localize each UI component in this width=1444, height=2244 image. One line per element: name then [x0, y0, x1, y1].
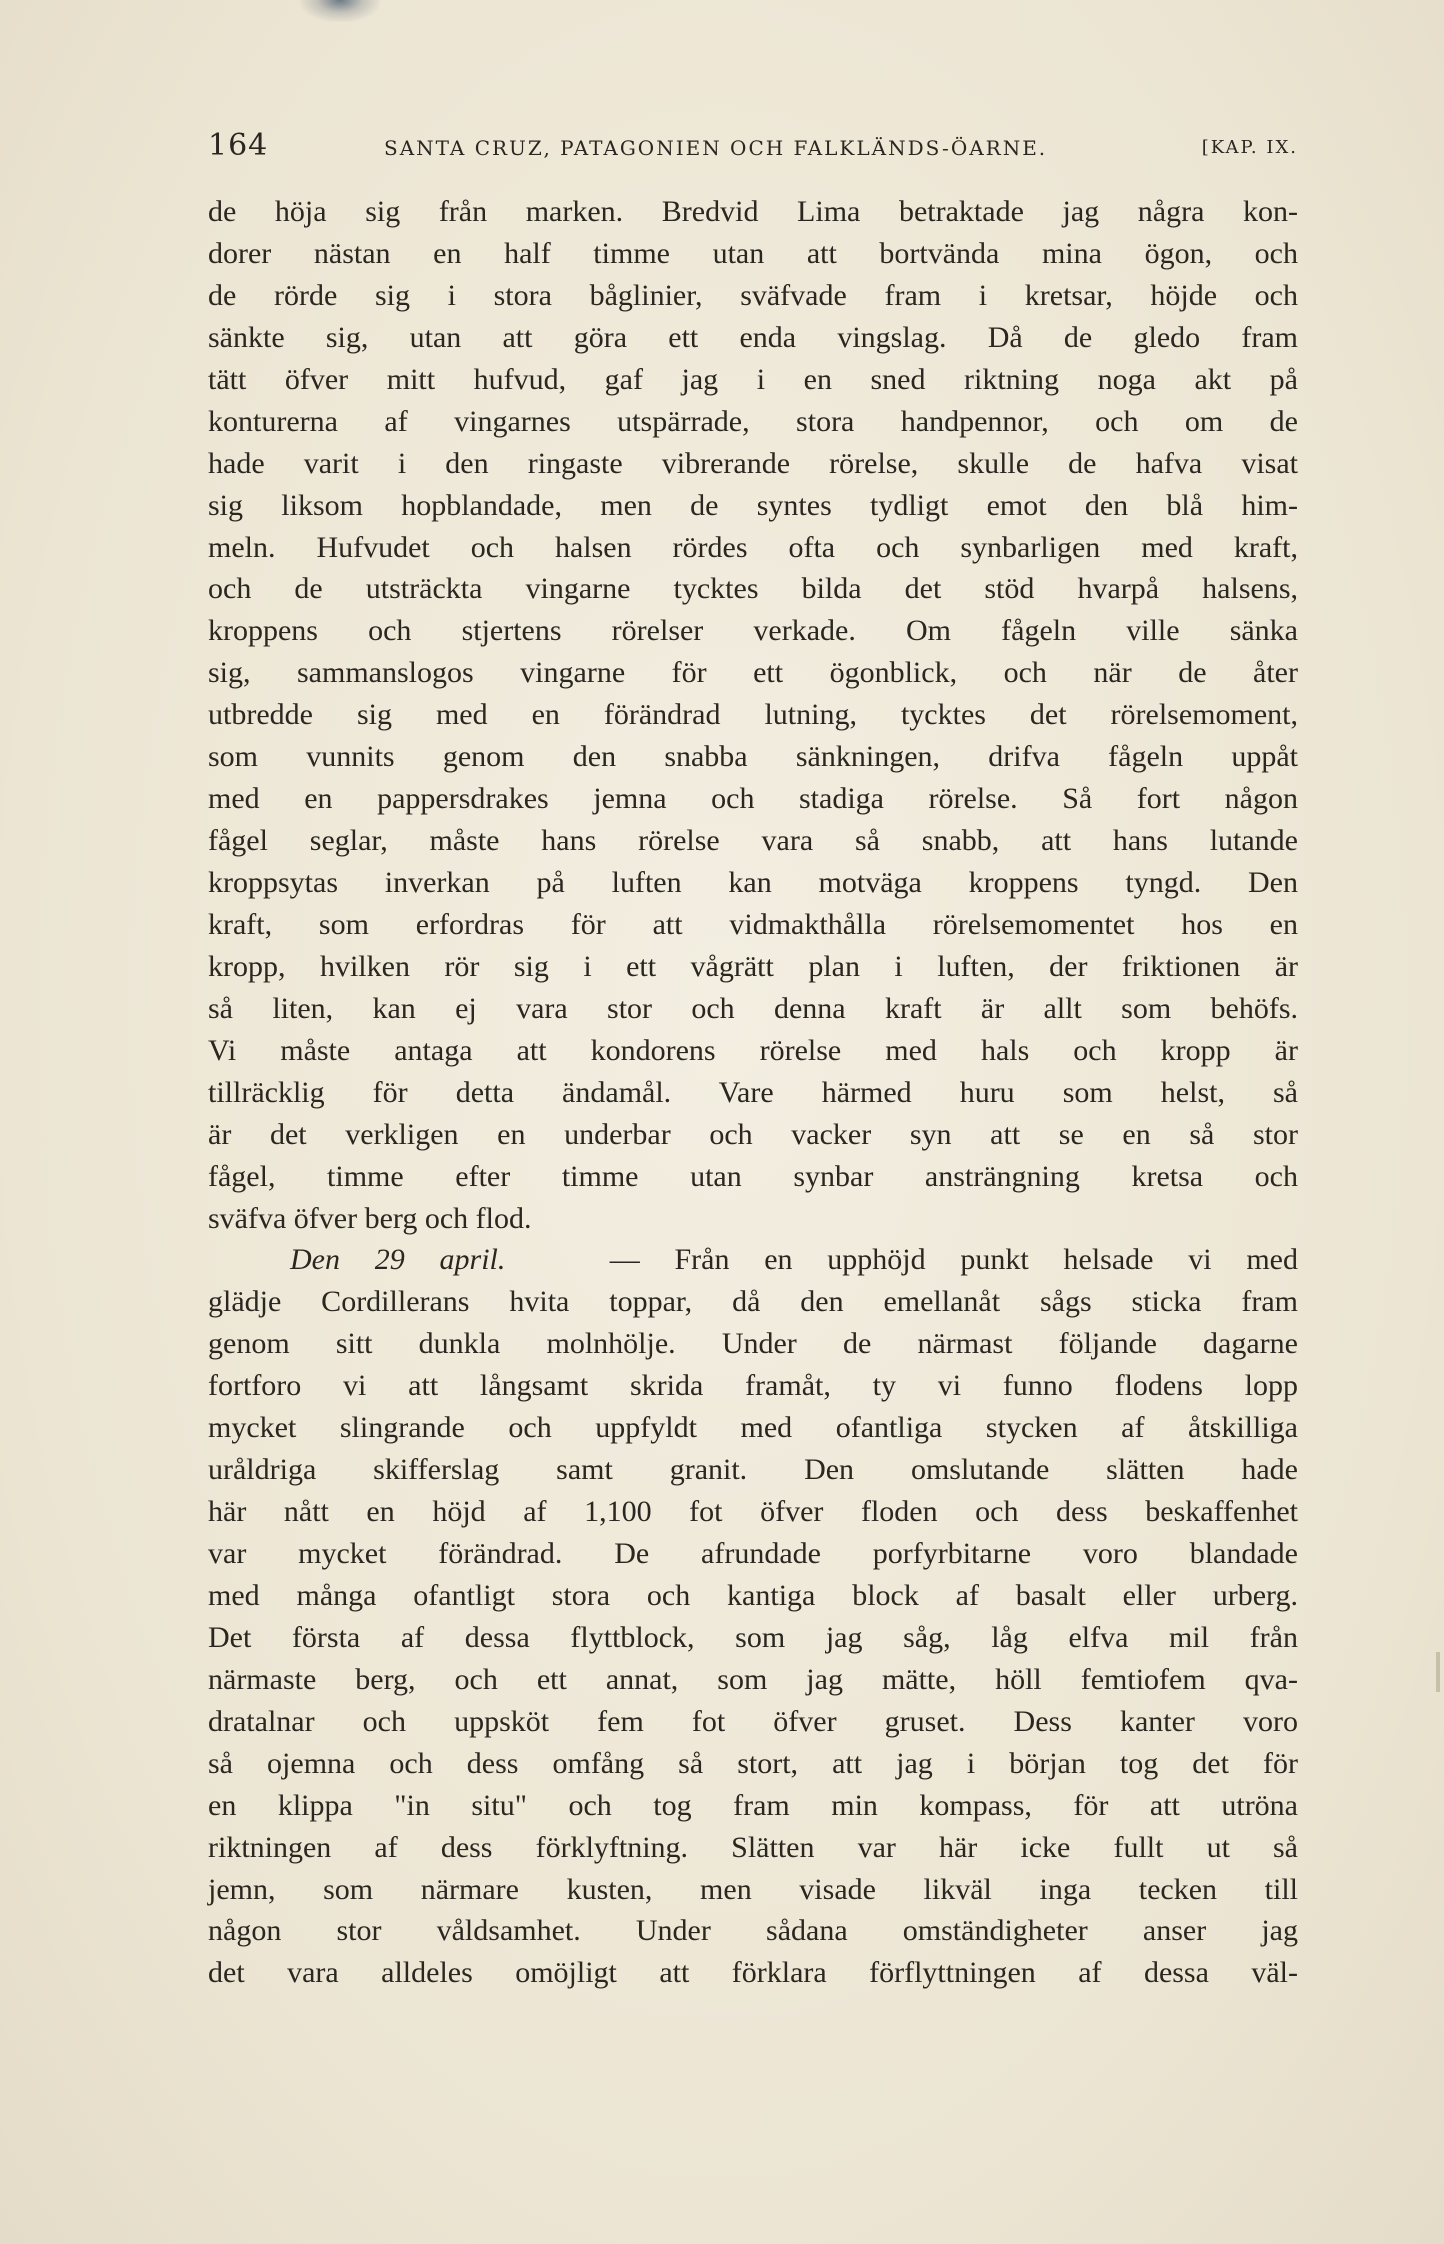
text-line: jemn, som närmare kusten, men visade likväl inga tecken till [208, 1872, 1298, 1906]
text-line: Vi måste antaga att kondorens rörelse med hals och kropp är [208, 1033, 1298, 1067]
text-line: var mycket förändrad. De afrundade porfyrbitarne voro blandade [208, 1537, 1298, 1570]
text-line: kraft, som erfordras för att vidmakthålla rörelsemomentet hos en [208, 907, 1298, 941]
text-line: fortforo vi att långsamt skrida framåt, ty vi funno flodens lopp [208, 1369, 1298, 1403]
text-line: här nått en höjd af 1,100 fot öfver floden och dess beskaffenhet [208, 1495, 1298, 1529]
text-line: och de utsträckta vingarne tycktes bilda det stöd hvarpå halsens, [208, 572, 1298, 606]
text-line: sig liksom hopblandade, men de syntes tydligt emot den blå him- [208, 488, 1298, 522]
text-line: sänkte sig, utan att göra ett enda vingslag. Då de gledo fram [208, 320, 1298, 354]
body-text [208, 191, 1298, 1994]
text-line: de höja sig från marken. Bredvid Lima betraktade jag några kon- [208, 195, 1298, 228]
text-line: som vunnits genom den snabba sänkningen, drifva fågeln uppåt [208, 740, 1298, 774]
page-smudge [300, 0, 380, 22]
text-line: uråldriga skifferslag samt granit. Den omslutande slätten hade [208, 1453, 1298, 1487]
running-header [208, 126, 1298, 166]
text-line: med många ofantligt stora och kantiga block af basalt eller urberg. [208, 1578, 1298, 1612]
date-label: Den 29 april. [290, 1243, 506, 1277]
text-line: riktningen af dess förklyftning. Slätten var här icke fullt ut så [208, 1830, 1298, 1864]
page-number: 164 [208, 128, 269, 163]
text-line: närmaste berg, och ett annat, som jag mätte, höll femtiofem qva- [208, 1662, 1298, 1696]
text-line: sig, sammanslogos vingarne för ett ögonblick, och när de åter [208, 656, 1298, 690]
paragraph-last-line: sväfva öfver berg och flod. [208, 1201, 532, 1235]
text-line: hade varit i den ringaste vibrerande rörelse, skulle de hafva visat [208, 446, 1298, 480]
text-line: fågel, timme efter timme utan synbar ansträngning kretsa och [208, 1159, 1298, 1193]
chapter-reference: [KAP. IX. [1201, 137, 1298, 158]
text-line-rest: — Från en upphöjd punkt helsade vi med [609, 1243, 1299, 1277]
text-line: en klippa "in situ" och tog fram min kompass, för att utröna [208, 1788, 1298, 1822]
text-line: kroppens och stjertens rörelser verkade. Om fågeln ville sänka [208, 614, 1298, 648]
text-line: Det första af dessa flyttblock, som jag såg, låg elfva mil från [208, 1620, 1298, 1654]
text-line: det vara alldeles omöjligt att förklara förflyttningen af dessa väl- [208, 1956, 1298, 1990]
text-line: så ojemna och dess omfång så stort, att jag i början tog det för [208, 1746, 1298, 1780]
text-line: dratalnar och uppsköt fem fot öfver gruset. Dess kanter voro [208, 1704, 1298, 1738]
text-line: tillräcklig för detta ändamål. Vare härmed huru som helst, så [208, 1075, 1298, 1109]
text-line: kropp, hvilken rör sig i ett vågrätt plan i luften, der friktionen är [208, 949, 1298, 983]
text-line: med en pappersdrakes jemna och stadiga rörelse. Så fort någon [208, 782, 1298, 816]
page-edge-mark [1436, 1652, 1440, 1692]
text-line: så liten, kan ej vara stor och denna kraft är allt som behöfs. [208, 991, 1298, 1025]
text-line: konturerna af vingarnes utspärrade, stora handpennor, och om de [208, 404, 1298, 438]
text-line: någon stor våldsamhet. Under sådana omständigheter anser jag [208, 1914, 1298, 1948]
text-line: kroppsytas inverkan på luften kan motväga kroppens tyngd. Den [208, 866, 1298, 899]
text-line: glädje Cordillerans hvita toppar, då den emellanåt sågs sticka fram [208, 1285, 1298, 1319]
text-line: tätt öfver mitt hufvud, gaf jag i en sned riktning noga akt på [208, 362, 1298, 396]
text-line: genom sitt dunkla molnhölje. Under de närmast följande dagarne [208, 1327, 1298, 1361]
text-line: utbredde sig med en förändrad lutning, tycktes det rörelsemoment, [208, 698, 1298, 732]
running-title: SANTA CRUZ, PATAGONIEN OCH FALKLÄNDS-ÖARNE. [384, 136, 1048, 160]
text-line: fågel seglar, måste hans rörelse vara så snabb, att hans lutande [208, 824, 1298, 858]
text-line: mycket slingrande och uppfyldt med ofantliga stycken af åtskilliga [208, 1411, 1298, 1445]
text-line: dorer nästan en half timme utan att bortvända mina ögon, och [208, 236, 1298, 270]
paragraph-first-line [208, 1239, 1298, 1281]
text-line: meln. Hufvudet och halsen rördes ofta och synbarligen med kraft, [208, 530, 1298, 564]
text-line: är det verkligen en underbar och vacker syn att se en så stor [208, 1117, 1298, 1151]
text-line: de rörde sig i stora båglinier, sväfvade fram i kretsar, höjde och [208, 278, 1298, 312]
